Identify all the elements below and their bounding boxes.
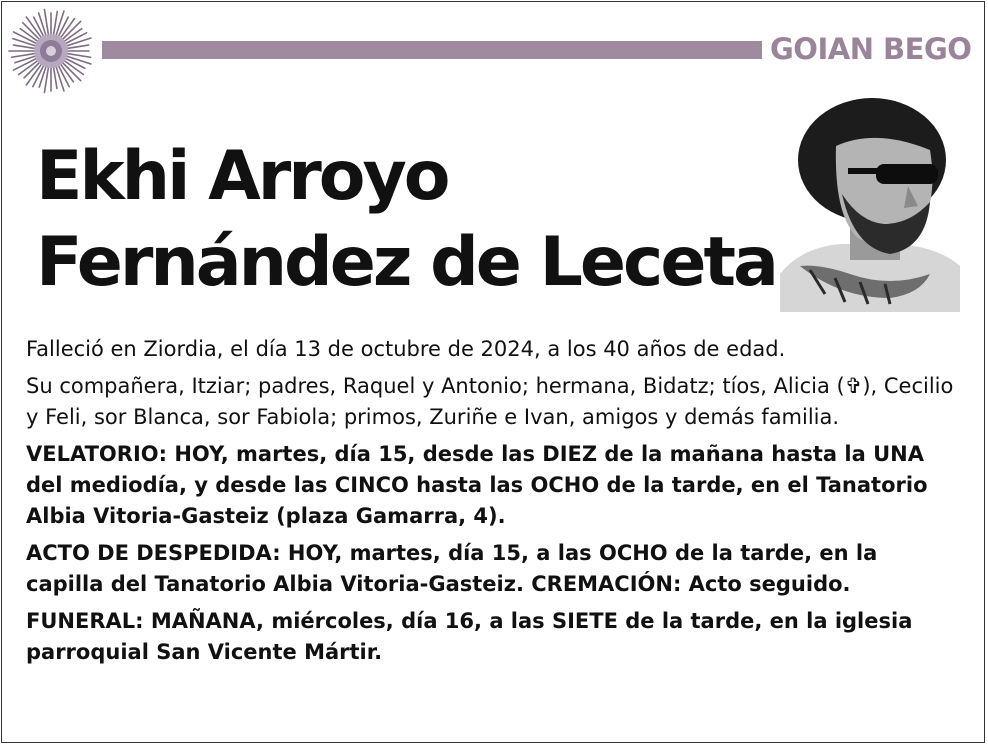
header-bar [102, 41, 762, 59]
brand-label: GOIAN BEGO [770, 32, 972, 66]
obituary-card [1, 1, 985, 743]
funeral-details: FUNERAL: MAÑANA, miércoles, día 16, a las SIETE de la tarde, en la iglesia parroquial San Vicente Mártir. [26, 609, 913, 664]
farewell-details: ACTO DE DESPEDIDA: HOY, martes, día 15, a las OCHO de la tarde, en la capilla del Tanatorio Albia Vitoria-Gasteiz. CREMACIÓN: Acto seguido. [26, 541, 878, 596]
name-line-1: Ekhi Arroyo [36, 137, 448, 216]
name-line-2: Fernández de Leceta [36, 223, 776, 302]
deceased-name [36, 134, 776, 306]
thistle-flower-icon [8, 8, 94, 94]
obituary-text [26, 334, 961, 674]
wake-details: VELATORIO: HOY, martes, día 15, desde las DIEZ de la mañana hasta la UNA del mediodía, y desde las CINCO hasta las OCHO de la tarde, en el Tanatorio Albia Vitoria-Gasteiz (plaza Gamarra, 4). [26, 442, 928, 528]
family-list: Su compañera, Itziar; padres, Raquel y Antonio; hermana, Bidatz; tíos, Alicia (✞), Cecilio y Feli, sor Blanca, sor Fabiola; primos, Zuriñe e Ivan, amigos y demás familia. [26, 374, 954, 429]
portrait-photo-icon [780, 98, 960, 312]
death-notice: Falleció en Ziordia, el día 13 de octubre de 2024, a los 40 años de edad. [26, 337, 786, 361]
